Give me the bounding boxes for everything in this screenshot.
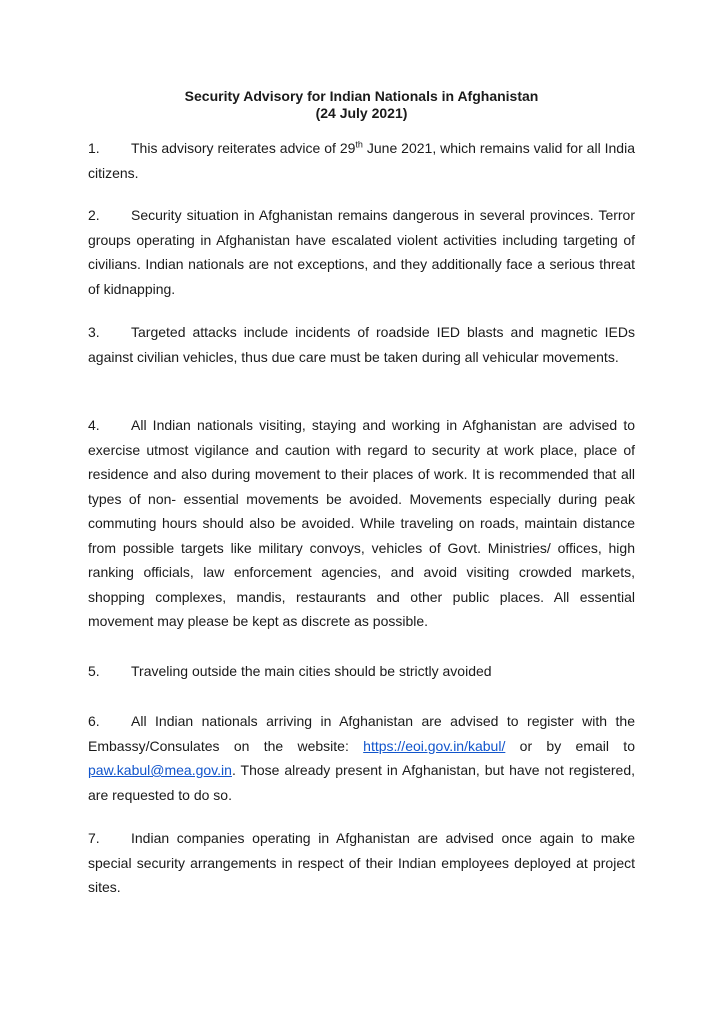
paragraph-text: Targeted attacks include incidents of roadside IED blasts and magnetic IEDs against civilian vehicles, thus due care must be taken during all vehicular movements. xyxy=(88,324,635,365)
paragraph-number: 6. xyxy=(88,713,100,729)
paragraph-text: All Indian nationals visiting, staying and working in Afghanistan are advised to exercise utmost vigilance and caution with regard to security at work place, place of residence and also during movement to their places of work. It is recommended that all types of non- essential movements be avoided. Movements especially during peak commuting hours should also be avoided. While traveling on roads, maintain distance from possible targets like military convoys, vehicles of Govt. Ministries/ offices, high ranking officials, law enforcement agencies, and avoid visiting crowded markets, shopping complexes, mandis, restaurants and other public places. All essential movement may please be kept as discrete as possible. xyxy=(88,417,635,629)
paragraph-text: Indian companies operating in Afghanistan are advised once again to make special security arrangements in respect of their Indian employees deployed at project sites. xyxy=(88,830,635,895)
paragraph-6 xyxy=(88,709,635,807)
paragraph-7 xyxy=(88,826,635,900)
paragraph-4 xyxy=(88,413,635,634)
document-date: (24 July 2021) xyxy=(315,105,408,121)
paragraph-text: . Those already present in Afghanistan, but have not registered, are requested to do so. xyxy=(88,762,635,803)
paragraph-text: or by email to xyxy=(505,737,635,754)
paragraph-number: 1. xyxy=(88,140,100,156)
paragraph-text: All Indian nationals arriving in Afghanistan are advised to register with the Embassy/Consulates on the website: xyxy=(88,713,635,754)
ordinal-suffix: th xyxy=(355,139,363,150)
embassy-email-link[interactable]: paw.kabul@mea.gov.in xyxy=(88,762,232,778)
paragraph-text: Traveling outside the main cities should be strictly avoided xyxy=(131,663,492,679)
embassy-website-link[interactable]: https://eoi.gov.in/kabul/ xyxy=(363,737,506,754)
paragraph-text: June 2021, which remains valid for all India citizens. xyxy=(88,140,635,181)
paragraph-text: This advisory reiterates advice of 29 xyxy=(131,140,356,156)
paragraph-3 xyxy=(88,320,635,369)
paragraph-5 xyxy=(88,659,635,684)
paragraph-number: 3. xyxy=(88,324,100,340)
paragraph-number: 2. xyxy=(88,207,100,223)
document-title: Security Advisory for Indian Nationals in Afghanistan xyxy=(184,88,539,104)
paragraph-1 xyxy=(88,136,635,185)
paragraph-2 xyxy=(88,203,635,301)
paragraph-number: 4. xyxy=(88,417,100,433)
paragraph-number: 7. xyxy=(88,830,100,846)
title-block xyxy=(0,88,723,122)
paragraph-text: Security situation in Afghanistan remains dangerous in several provinces. Terror groups operating in Afghanistan have escalated violent activities including targeting of civilians. Indian nationals are not exceptions, and they additionally face a serious threat of kidnapping. xyxy=(88,207,635,297)
paragraph-number: 5. xyxy=(88,663,100,679)
